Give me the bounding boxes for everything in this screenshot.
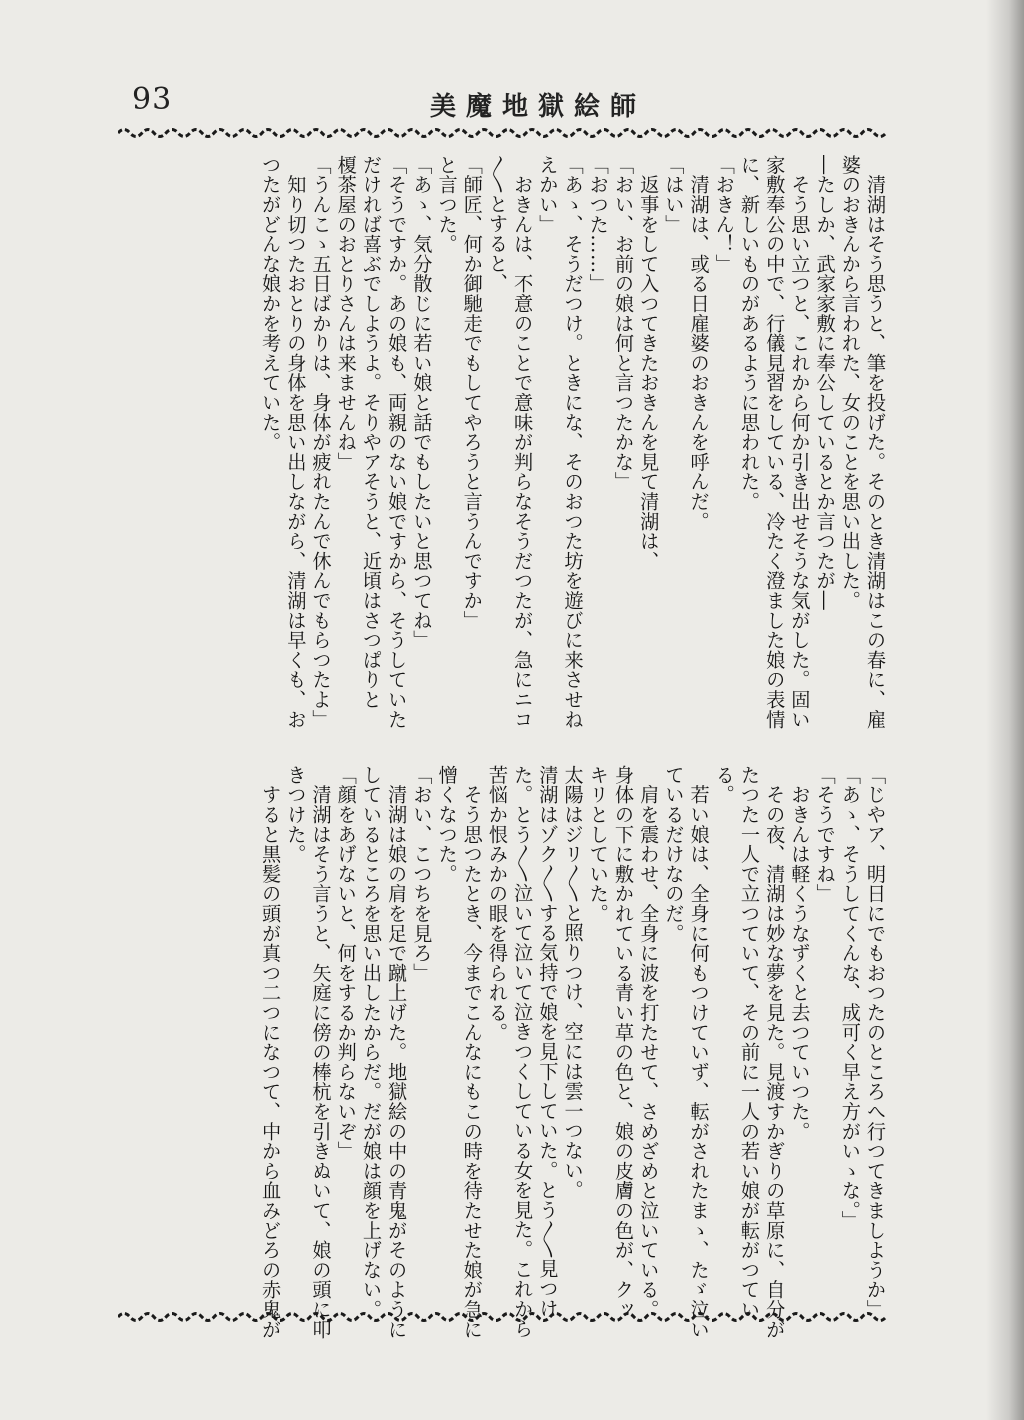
text-line: そう思い立つと、これから何か引き出せそうな気がした。固い xyxy=(788,155,812,730)
text-line: その夜、清湖は妙な夢を見た。見渡すかぎりの草原に、自分が xyxy=(763,765,787,1340)
text-line: すると黒髪の頭が真つ二つになつて、中から血みどろの赤鬼が xyxy=(259,765,283,1340)
page-number: 93 xyxy=(132,82,173,117)
text-line: 肩を震わせ、全身に波を打たせて、さめざめと泣いている。 xyxy=(637,765,661,1320)
text-line: 〳〵とすると、 xyxy=(485,155,509,293)
text-line: 「顔をあげないと、何をするか判らないぞ」 xyxy=(334,765,358,1161)
text-line: 「おい、こつちを見ろ」 xyxy=(410,765,434,983)
text-line: 太陽はジリ〳〵と照りつけ、空には雲一つない。 xyxy=(561,765,585,1200)
text-line: に、新しいものがあるように思われた。 xyxy=(737,155,761,512)
upper-text-block xyxy=(118,155,888,730)
text-line: そう思つたとき、今までこんなにもこの時を待たせた娘が急に xyxy=(460,765,484,1340)
running-title: 美魔地獄絵師 xyxy=(430,92,647,122)
text-line: 清湖はゾク〳〵する気持で娘を見下していた。とう〳〵見つけ xyxy=(536,765,560,1319)
text-line: たつた一人で立つていて、その前に一人の若い娘が転がつてい xyxy=(737,765,761,1320)
text-line: おきんは軽くうなずくと去つていつた。 xyxy=(788,765,812,1142)
text-line: 「師匠、何か御馳走でもしてやろうと言うんですか」 xyxy=(460,155,484,631)
text-line: 「あゝ、気分散じに若い娘と話でもしたいと思つてね」 xyxy=(410,155,434,650)
page-edge-shadow xyxy=(986,0,1024,1420)
text-line: 「あゝ、そうだつけ。ときにな、そのおつた坊を遊びに来させね xyxy=(561,155,585,730)
text-line: おきんは、不意のことで意味が判らなそうだつたが、急にニコ xyxy=(511,155,535,730)
text-line: ―たしか、武家家敷に奉公しているとか言つたが― xyxy=(813,155,837,611)
text-line: 知り切つたおとりの身体を思い出しながら、清湖は早くも、お xyxy=(284,155,308,730)
text-line: 婆のおきんから言われた、女のことを思い出した。 xyxy=(838,155,862,611)
text-line: 榎茶屋のおとりさんは来ませんね」 xyxy=(334,155,358,472)
text-line: と言つた。 xyxy=(435,155,459,254)
text-line: る。 xyxy=(712,765,736,805)
text-line: しているところを思い出したからだ。だが娘は顔を上げない。 xyxy=(359,765,383,1320)
text-line: えかい」 xyxy=(536,155,560,235)
text-line: 清湖は、或る日雇婆のおきんを呼んだ。 xyxy=(687,155,711,532)
text-line: 清湖はそう言うと、矢庭に傍の棒杭を引きぬいて、娘の頭に叩 xyxy=(309,765,333,1340)
text-line: 苦悩か恨みかの眼を得られる。 xyxy=(485,765,509,1043)
text-line: 返事をして入つてきたおきんを見て清湖は、 xyxy=(637,155,661,571)
text-line: 清湖は娘の肩を足で蹴上げた。地獄絵の中の青鬼がそのように xyxy=(385,765,409,1340)
text-line: 「あゝ、そうしてくんな、成可く早え方がいゝな。」 xyxy=(838,765,862,1231)
lower-text-block xyxy=(118,765,888,1340)
bottom-wavy-divider xyxy=(118,1308,888,1326)
text-line: つたがどんな娘かを考えていた。 xyxy=(259,155,283,452)
text-line: 「そうですね」 xyxy=(813,765,837,904)
text-line: 清湖はそう思うと、筆を投げた。そのとき清湖はこの春に、雇 xyxy=(864,155,887,730)
text-line: た。とう〳〵泣いて泣いて泣きつくしている女を見た。これから xyxy=(511,765,535,1339)
text-line: ているだけなのだ。 xyxy=(662,765,686,944)
text-line: だければ喜ぶでしようよ。そりやアそうと、近頃はさつぱりと xyxy=(359,155,383,710)
text-line: 身体の下に敷かれている青い草の色と、娘の皮膚の色が、クッ xyxy=(611,765,635,1320)
top-wavy-divider xyxy=(118,124,888,142)
text-line: 家敷奉公の中で、行儀見習をしている、冷たく澄ました娘の表情 xyxy=(763,155,787,730)
text-line: キリとしていた。 xyxy=(586,765,610,924)
text-line: 「うんこゝ五日ばかりは、身体が疲れたんで休んでもらつたよ」 xyxy=(309,155,333,730)
text-line: 「おきん！」 xyxy=(712,155,736,274)
text-line: 憎くなつた。 xyxy=(435,765,459,884)
text-line: 「おつた……」 xyxy=(586,155,610,294)
text-line: 「じやア、明日にでもおつたのところへ行つてきましようか」 xyxy=(864,765,887,1320)
text-line: 若い娘は、全身に何もつけていず、転がされたまゝ、たゞ泣い xyxy=(687,765,711,1340)
text-line: 「おい、お前の娘は何と言つたかな」 xyxy=(611,155,635,492)
text-line: 「そうですか。あの娘も、両親のない娘ですから、そうしていた xyxy=(385,155,409,730)
text-line: きつけた。 xyxy=(284,765,308,864)
text-line: 「はい」 xyxy=(662,155,686,235)
